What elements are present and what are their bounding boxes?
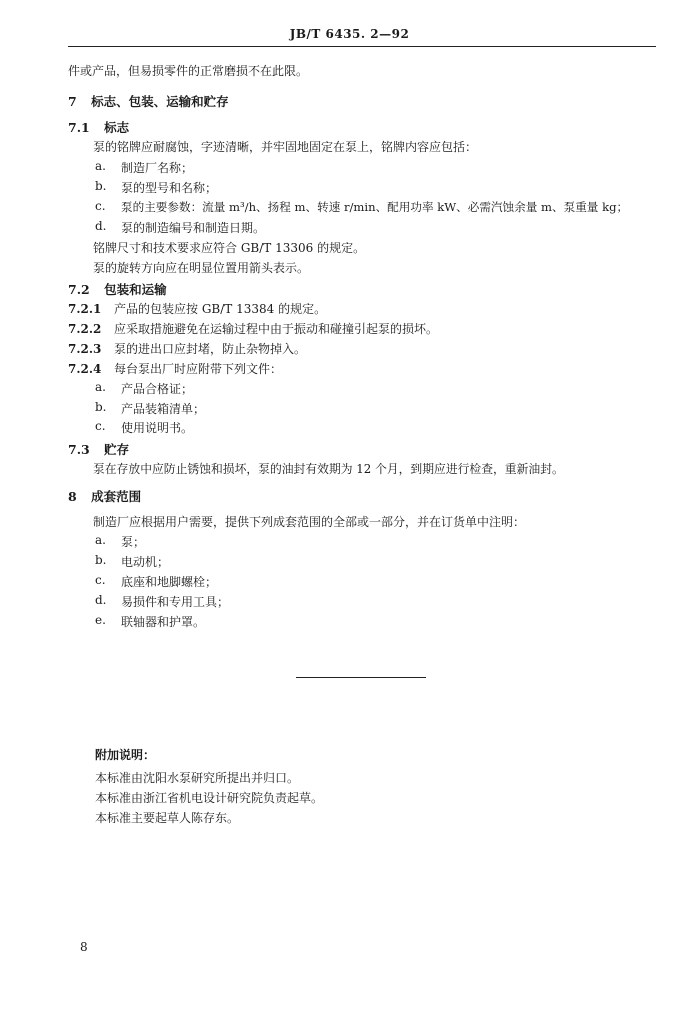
list-item: 底座和地脚螺栓； [121, 575, 218, 589]
clause-number: 7.2.1 [68, 302, 102, 316]
clause-number: 7.2.2 [68, 322, 102, 336]
section-number: 7.1 [68, 120, 90, 135]
section-title: 标志、包装、运输和贮存 [91, 94, 229, 109]
list-item-key: c. [95, 573, 106, 587]
list-item: 泵的主要参数：流量 m³/h、扬程 m、转速 r/min、配用功率 kW、必需汽蚀余量 m、泵重量 kg； [121, 200, 629, 214]
note-line: 本标准由浙江省机电设计研究院负责起草。 [95, 791, 324, 805]
clause-text: 泵的进出口应封堵，防止杂物掉入。 [114, 342, 307, 356]
list-item-key: a. [95, 533, 106, 547]
list-item: 使用说明书。 [121, 421, 194, 435]
list-item-key: b. [95, 179, 107, 193]
list-item: 制造厂名称； [121, 161, 194, 175]
paragraph: 泵在存放中应防止锈蚀和损坏，泵的油封有效期为 12 个月，到期应进行检查，重新油封。 [93, 462, 564, 476]
clause-number: 7.2.4 [68, 362, 102, 376]
list-item: 产品合格证； [121, 382, 194, 396]
header-rule [68, 46, 656, 47]
note-line: 本标准由沈阳水泵研究所提出并归口。 [95, 771, 300, 785]
note-title: 附加说明： [95, 748, 156, 762]
section-title: 成套范围 [91, 489, 142, 504]
clause-7-2-4 [68, 360, 282, 377]
section-7-heading [68, 92, 229, 110]
section-title: 标志 [104, 120, 130, 135]
list-item-key: d. [95, 219, 107, 233]
clause-text: 应采取措施避免在运输过程中由于振动和碰撞引起泵的损坏。 [114, 322, 439, 336]
clause-number: 7.2.3 [68, 342, 102, 356]
list-item: 易损件和专用工具； [121, 595, 230, 609]
list-item: 泵的型号和名称； [121, 181, 218, 195]
paragraph: 泵的铭牌应耐腐蚀，字迹清晰，并牢固地固定在泵上，铭牌内容应包括： [93, 140, 478, 154]
section-number: 7.3 [68, 442, 90, 457]
end-rule [296, 677, 426, 678]
note-line: 本标准主要起草人陈存东。 [95, 811, 240, 825]
list-item-key: e. [95, 613, 106, 627]
list-item-key: c. [95, 419, 106, 433]
section-number: 7.2 [68, 282, 90, 297]
section-title: 包装和运输 [104, 282, 167, 297]
list-item: 联轴器和护罩。 [121, 615, 206, 629]
list-item-key: c. [95, 199, 106, 213]
clause-7-2-2 [68, 320, 438, 337]
list-item: 泵； [121, 535, 146, 549]
page-number: 8 [80, 940, 88, 954]
list-item: 产品装箱清单； [121, 402, 206, 416]
section-number: 8 [68, 489, 77, 504]
clause-7-2-1 [68, 300, 326, 317]
document-code-header: JB/T 6435. 2—92 [289, 27, 410, 41]
paragraph: 铭牌尺寸和技术要求应符合 GB/T 13306 的规定。 [93, 241, 366, 255]
section-8-heading [68, 487, 141, 505]
list-item: 泵的制造编号和制造日期。 [121, 221, 266, 235]
list-item: 电动机； [121, 555, 170, 569]
section-7-1-heading [68, 118, 129, 136]
list-item-key: d. [95, 593, 107, 607]
paragraph: 泵的旋转方向应在明显位置用箭头表示。 [93, 261, 310, 275]
continued-text: 件或产品，但易损零件的正常磨损不在此限。 [68, 64, 309, 78]
list-item-key: a. [95, 380, 106, 394]
clause-7-2-3 [68, 340, 306, 357]
paragraph: 制造厂应根据用户需要，提供下列成套范围的全部或一部分，并在订货单中注明： [93, 515, 526, 529]
section-title: 贮存 [104, 442, 130, 457]
section-7-3-heading [68, 440, 129, 458]
list-item-key: a. [95, 159, 106, 173]
clause-text: 产品的包装应按 GB/T 13384 的规定。 [114, 302, 327, 316]
list-item-key: b. [95, 553, 107, 567]
list-item-key: b. [95, 400, 107, 414]
section-number: 7 [68, 94, 77, 109]
section-7-2-heading [68, 280, 167, 298]
clause-text: 每台泵出厂时应附带下列文件： [114, 362, 283, 376]
